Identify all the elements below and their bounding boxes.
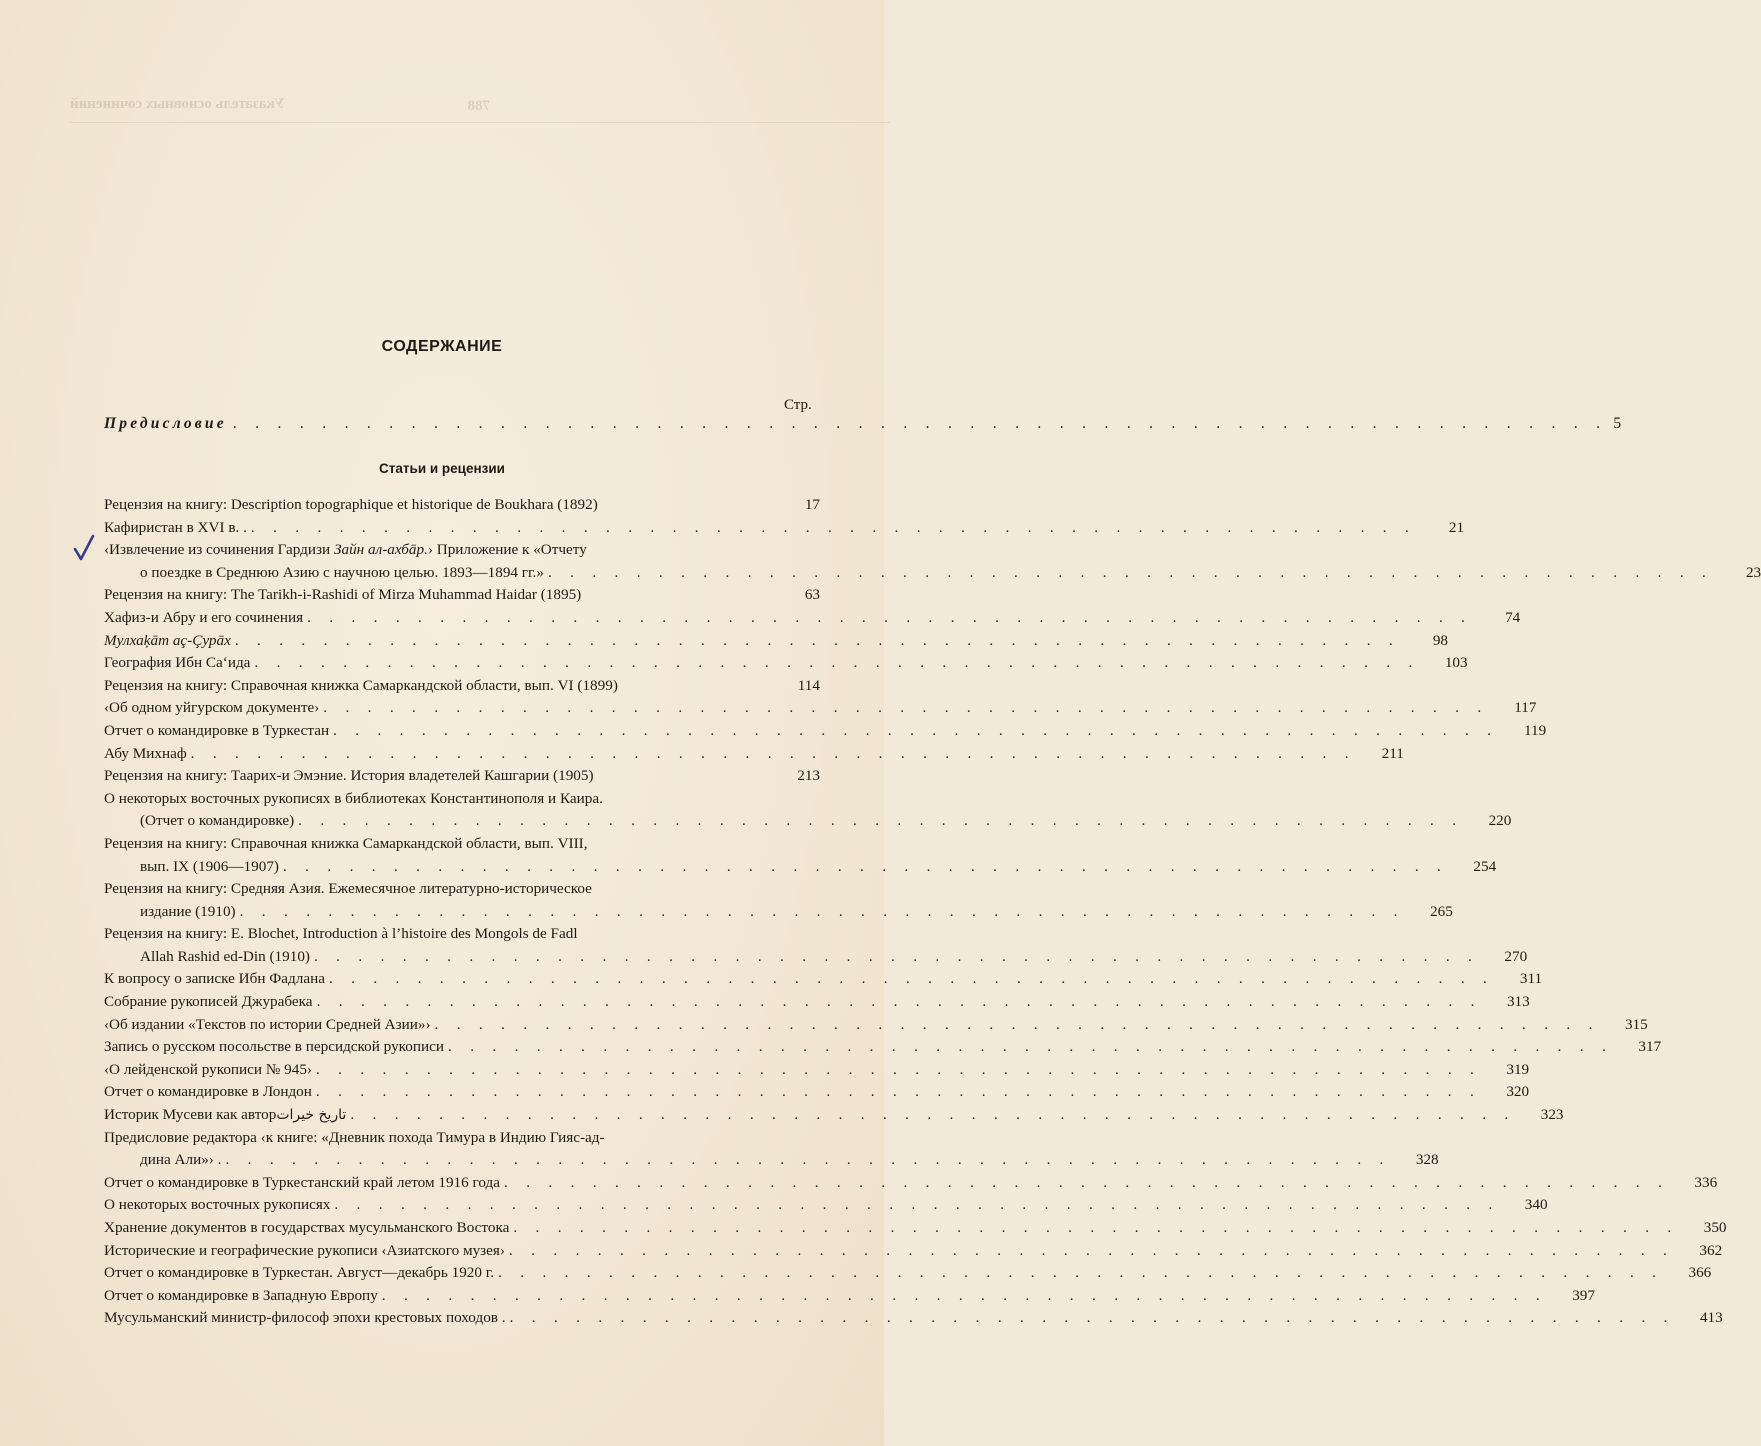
entry-title: Отчет о командировке в Туркестанский край летом 1916 года [104, 1173, 500, 1191]
entry-title: Мусульманский министр-философ эпохи крестовых походов . [104, 1309, 506, 1327]
entry-text: вып. IX (1906—1907) [140, 857, 279, 875]
entry-text: (Отчет о командировке) [140, 812, 295, 830]
toc-entry[interactable] [104, 923, 1528, 968]
entry-title: К вопросу о записке Ибн Фадлана [104, 970, 325, 988]
toc-entry[interactable] [104, 697, 1537, 720]
entry-line [104, 1036, 1662, 1059]
page-number: 21 [1448, 518, 1465, 536]
leader-dots: . . . . . . . . . . . . . . . . . . . . . . . . . . . . . . . . . . . . . . . . . . . . . . . . . . . . . [334, 1196, 1500, 1214]
entry-title: Исторические и географические рукописи ‹Азиатского музея› [104, 1241, 505, 1259]
entry-line [104, 991, 1530, 1014]
entry-line [104, 788, 820, 811]
entry-title: Рецензия на книгу: Таарих-и Эмэние. История владетелей Кашгарии (1905) [104, 767, 594, 785]
entry-title: Рецензия на книгу: Справочная книжка Самаркандской области, вып. VIII, [104, 834, 588, 852]
leader-dots: . . . . . . . . . . . . . . . . . . . . . . . . . . . . . . . . . . . . . . . . . . . . . . . . . . . . . . . . . . . . . . [232, 415, 1608, 432]
entry-line [104, 810, 1512, 833]
entry-text: издание (1910) [140, 902, 236, 920]
leader-dots: . . . . . . . . . . . . . . . . . . . . . . . . . . . . . . . . . . . . . . . . . . . . . . . . . . . . . [323, 699, 1489, 717]
toc-entry[interactable] [104, 743, 1404, 766]
section-heading: Статьи и рецензии [379, 461, 505, 476]
page-number: 220 [1488, 812, 1512, 830]
table-of-contents [104, 494, 1761, 1330]
leader-dots: . . . . . . . . . . . . . . . . . . . . . . . . . . . . . . . . . . . . . . . . . . . . . . . . . . . . . [509, 1309, 1675, 1327]
page-number: 340 [1524, 1196, 1548, 1214]
page-number: 117 [1514, 699, 1537, 717]
page-number: 362 [1699, 1241, 1723, 1259]
entry-line [104, 878, 820, 901]
toc-entry[interactable] [104, 1081, 1530, 1104]
page-number: 350 [1703, 1219, 1727, 1236]
entry-title: Кафиристан в XVI в. . [104, 518, 247, 536]
toc-entry[interactable] [104, 1240, 1723, 1263]
toc-entry[interactable] [104, 878, 1453, 923]
toc-entry[interactable] [104, 494, 824, 517]
entry-text: о поездке в Среднюю Азию с научною целью. 1893—1894 гг.» [140, 563, 544, 581]
leader-dots: . . . . . . . . . . . . . . . . . . . . . . . . . . . . . . . . . . . . . . . . . . . . . . . . . . . . . [513, 1219, 1679, 1236]
entry-title: Рецензия на книгу: E. Blochet, Introduction à l’histoire des Mongols de Fadl [104, 925, 578, 943]
page-number: 319 [1506, 1060, 1530, 1078]
page-number: 311 [1519, 970, 1543, 988]
leader-dots: . . . . . . . . . . . . . . . . . . . . . . . . . . . . . . . . . . . . . . . . . . . . . . . . . . . . . [448, 1038, 1614, 1056]
entry-line [104, 743, 1404, 766]
toc-entry[interactable] [104, 788, 1512, 833]
leader-dots: . . . . . . . . . . . . . . . . . . . . . . . . . . . . . . . . . . . . . . . . . . . . . . . . . . . . . [239, 902, 1405, 920]
toc-entry[interactable] [104, 1172, 1718, 1195]
page-number: 336 [1694, 1173, 1718, 1191]
toc-entry[interactable] [104, 607, 1521, 630]
entry-title: Хранение документов в государствах мусульманского Востока [104, 1219, 510, 1236]
entry-text: ‹Извлечение из сочинения Гардизи [104, 541, 334, 559]
entry-title: Рецензия на книгу: The Tarikh-i-Rashidi of Mirza Muhammad Haidar (1895) [104, 586, 582, 604]
entry-line [104, 1285, 1595, 1308]
toc-entry[interactable] [104, 1217, 1727, 1240]
toc-entry-preface[interactable] [104, 415, 1622, 433]
bleedthrough-title: Указатель основных сочинений [70, 96, 285, 112]
leader-dots: . . . . . . . . . . . . . . . . . . . . . . . . . . . . . . . . . . . . . . . . . . . . . . . . . . . . . [547, 563, 1714, 581]
toc-entry[interactable] [104, 991, 1530, 1014]
page-number: 265 [1430, 902, 1453, 920]
leader-dots: . . . . . . . . . . . . . . . . . . . . . . . . . . . . . . . . . . . . . . . . . . . . . . . . . . . . . [434, 1015, 1600, 1033]
entry-title [104, 539, 587, 562]
toc-entry[interactable] [104, 1194, 1548, 1217]
leader-dots: . . . . . . . . . . . . . . . . . . . . . . . . . . . . . . . . . . . . . . . . . . . . . . . . . . . . . [234, 631, 1401, 649]
entry-title: ‹Об одном уйгурском документе› [104, 699, 320, 717]
entry-line [104, 562, 1761, 585]
entry-line [104, 697, 1537, 720]
entry-line [104, 517, 1465, 540]
entry-line [104, 968, 1543, 991]
leader-dots: . . . . . . . . . . . . . . . . . . . . . . . . . . . . . . . . . . . . . . . . . . . . . . . . . . . . . [316, 993, 1482, 1011]
leader-dots: . . . . . . . . . . . . . . . . . . . . . . . . . . . . . . . . . . . . . . . . . . . . . . . . . . . . . [250, 518, 1417, 536]
entry-line [104, 833, 820, 856]
entry-line [104, 901, 1453, 924]
entry-line [104, 856, 1497, 879]
entry-line [104, 1240, 1723, 1263]
toc-entry[interactable] [104, 1014, 1648, 1037]
page-number: 74 [1505, 608, 1521, 626]
entry-title: Рецензия на книгу: Description topographique et historique de Boukhara (1892) [104, 496, 598, 513]
entry-line [104, 607, 1521, 630]
entry-line [104, 1172, 1718, 1195]
entry-line [104, 1217, 1727, 1240]
entry-line [104, 584, 820, 607]
page-number: 328 [1415, 1151, 1439, 1169]
entry-title: О некоторых восточных рукописях [104, 1196, 331, 1214]
entry-line [104, 1194, 1548, 1217]
entry-line [104, 923, 820, 946]
entry-title: География Ибн Саʻида [104, 654, 251, 672]
entry-title: О некоторых восточных рукописях в библиотеках Константинополя и Каира. [104, 789, 603, 807]
entry-line [104, 1059, 1530, 1082]
leader-dots: . . . . . . . . . . . . . . . . . . . . . . . . . . . . . . . . . . . . . . . . . . . . . . . . . . . . . [254, 654, 1420, 672]
page-number: 366 [1688, 1264, 1712, 1282]
page-number: 315 [1624, 1015, 1648, 1033]
toc-entry[interactable] [104, 675, 824, 698]
entry-line [104, 1262, 1712, 1285]
toc-entry[interactable] [104, 1285, 1595, 1308]
page-number: 103 [1444, 654, 1468, 672]
toc-entry[interactable] [104, 1307, 1723, 1330]
entry-title: Историк Мусеви как автор [104, 1106, 277, 1124]
page-number: 323 [1540, 1106, 1564, 1124]
entry-title: Рецензия на книгу: Средняя Азия. Ежемесячное литературно-историческое [104, 880, 592, 898]
page-number: 119 [1524, 721, 1547, 739]
page-number: 98 [1432, 631, 1449, 649]
toc-entry[interactable] [104, 833, 1497, 878]
entry-title: Отчет о командировке в Западную Европу [104, 1286, 378, 1304]
toc-entry[interactable] [104, 1059, 1530, 1082]
page-number: 317 [1638, 1038, 1662, 1056]
leader-dots: . . . . . . . . . . . . . . . . . . . . . . . . . . . . . . . . . . . . . . . . . . . . . . . . . . . . . [504, 1173, 1670, 1191]
page-title: СОДЕРЖАНИЕ [381, 338, 503, 355]
page-number: 211 [1381, 744, 1404, 762]
entry-title: Отчет о командировке в Туркестан. Август—декабрь 1920 г. [104, 1264, 495, 1282]
page-column-label: Стр. [784, 397, 812, 413]
entry-line [104, 720, 1547, 743]
entry-title: Отчет о командировке в Лондон [104, 1083, 312, 1101]
entry-line [104, 675, 820, 698]
leader-dots: . . . . . . . . . . . . . . . . . . . . . . . . . . . . . . . . . . . . . . . . . . . . . . . . . . . . . [350, 1106, 1516, 1124]
toc-entry[interactable] [104, 1104, 1564, 1127]
page-number: 270 [1504, 947, 1528, 965]
page-number: 397 [1572, 1286, 1595, 1304]
toc-entry[interactable] [104, 1127, 1439, 1172]
entry-line [104, 652, 1468, 675]
page-number: 114 [797, 676, 820, 694]
toc-entry[interactable] [104, 539, 1761, 584]
entry-line [104, 1307, 1723, 1330]
entry-text: › Приложение к «Отчету [427, 541, 587, 559]
bleedthrough-page-number: 788 [467, 98, 490, 114]
entry-line [104, 630, 1449, 653]
leader-dots: . . . . . . . . . . . . . . . . . . . . . . . . . . . . . . . . . . . . . . . . . . . . . . . . . . . . . [282, 857, 1449, 875]
entry-line [104, 1149, 1439, 1172]
leader-dots: . . . . . . . . . . . . . . . . . . . . . . . . . . . . . . . . . . . . . . . . . . . . . . . . . . . . . [315, 1083, 1482, 1101]
entry-title: Абу Михнаф [104, 744, 187, 762]
entry-line [104, 1081, 1530, 1104]
entry-text: Allah Rashid ed-Din (1910) [140, 947, 310, 965]
entry-text: дина Али»› . [140, 1151, 222, 1169]
toc-entry[interactable] [104, 517, 1465, 540]
leader-dots: . . . . . . . . . . . . . . . . . . . . . . . . . . . . . . . . . . . . . . . . . . . . . . . . . . . . . [298, 812, 1464, 830]
leader-dots: . . . . . . . . . . . . . . . . . . . . . . . . . . . . . . . . . . . . . . . . . . . . . . . . . . . . . [307, 608, 1473, 626]
toc-entry[interactable] [104, 1036, 1662, 1059]
page-number: 313 [1506, 993, 1530, 1011]
toc-entry[interactable] [104, 1262, 1712, 1285]
entry-line [104, 539, 820, 562]
page-number: 63 [804, 586, 820, 604]
toc-entry[interactable] [104, 652, 1468, 675]
entry-title: Хафиз-и Абру и его сочинения [104, 608, 304, 626]
arabic-title: تاريخ خيرات [276, 1107, 347, 1124]
leader-dots: . . . . . . . . . . . . . . . . . . . . . . . . . . . . . . . . . . . . . . . . . . . . . . . . . . . . . [328, 970, 1495, 988]
entry-line [104, 1014, 1648, 1037]
page-number: 17 [804, 496, 820, 513]
leader-dots: . . . . . . . . . . . . . . . . . . . . . . . . . . . . . . . . . . . . . . . . . . . . . . . . . . . . . [508, 1241, 1675, 1259]
page-number: 320 [1506, 1083, 1530, 1101]
toc-entry[interactable] [104, 720, 1547, 743]
toc-entry[interactable] [104, 630, 1449, 653]
leader-dots: . . . . . . . . . . . . . . . . . . . . . . . . . . . . . . . . . . . . . . . . . . . . . . . . . . . . . [315, 1060, 1482, 1078]
entry-line [104, 765, 820, 788]
toc-entry[interactable] [104, 968, 1543, 991]
entry-line [104, 946, 1528, 969]
entry-title: Мулхаķāт аç-Çурāх [104, 631, 231, 649]
entry-line [104, 1127, 820, 1150]
checkmark-icon [73, 534, 95, 562]
leader-dots: . . . . . . . . . . . . . . . . . . . . . . . . . . . . . . . . . . . . . . . . . . . . . . . . . . . . . [190, 744, 1356, 762]
leader-dots: . . . . . . . . . . . . . . . . . . . . . . . . . . . . . . . . . . . . . . . . . . . . . . . . . . . . . [333, 721, 1499, 739]
leader-dots: . . . . . . . . . . . . . . . . . . . . . . . . . . . . . . . . . . . . . . . . . . . . . . . . . . . . . [225, 1151, 1391, 1169]
bleedthrough-header [70, 96, 490, 124]
page-number: 23 [1745, 563, 1761, 581]
leader-dots: . . . . . . . . . . . . . . . . . . . . . . . . . . . . . . . . . . . . . . . . . . . . . . . . . . . . . [313, 947, 1480, 965]
entry-title: Собрание рукописей Джурабека [104, 993, 313, 1011]
page-number: 254 [1473, 857, 1497, 875]
entry-title: ‹Об издании «Текстов по истории Средней Азии»› [104, 1015, 431, 1033]
leader-dots: . . . . . . . . . . . . . . . . . . . . . . . . . . . . . . . . . . . . . . . . . . . . . . . . . . . . . [381, 1286, 1547, 1304]
entry-title: Отчет о командировке в Туркестан [104, 721, 330, 739]
page-number: 213 [797, 767, 820, 785]
toc-entry[interactable] [104, 765, 824, 788]
bleedthrough-rule [70, 122, 890, 123]
entry-italic-title: Зайн ал-ахбāр. [333, 541, 428, 559]
entry-title: ‹О лейденской рукописи № 945› [104, 1060, 312, 1078]
toc-entry[interactable] [104, 584, 824, 607]
page-number: 413 [1699, 1309, 1723, 1327]
entry-title: Предисловие редактора ‹к книге: «Дневник похода Тимура в Индию Гияс-ад- [104, 1128, 605, 1146]
preface-page-number: 5 [1613, 415, 1622, 432]
entry-title: Запись о русском посольстве в персидской рукописи [104, 1038, 444, 1056]
leader-dots: . . . . . . . . . . . . . . . . . . . . . . . . . . . . . . . . . . . . . . . . . . . . . . . . . . . . . [498, 1264, 1664, 1282]
entry-line [104, 1104, 1564, 1127]
entry-title: Рецензия на книгу: Справочная книжка Самаркандской области, вып. VI (1899) [104, 676, 618, 694]
preface-label: Предисловие [104, 415, 227, 432]
entry-line [104, 494, 820, 517]
